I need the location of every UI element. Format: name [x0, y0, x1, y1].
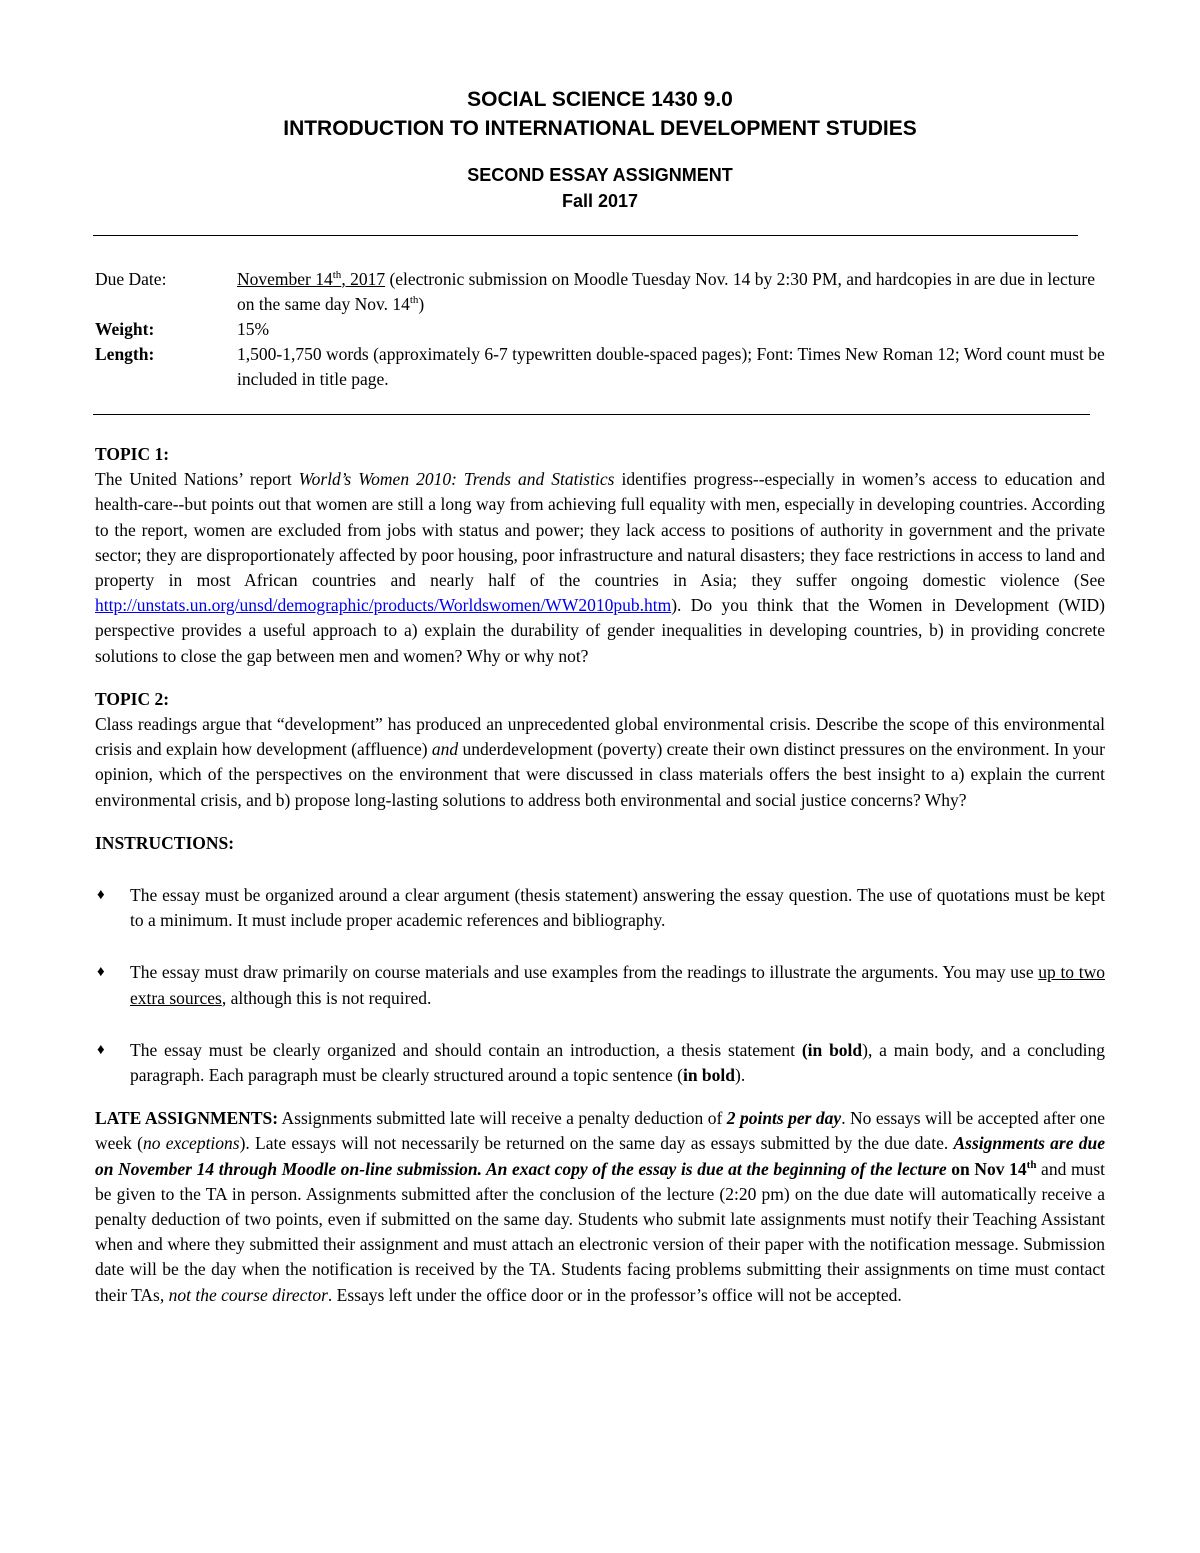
instructions-heading: INSTRUCTIONS:: [95, 832, 235, 853]
instruction-item: ♦ The essay must draw primarily on course materials and use examples from the readings to illustrate the arguments. You may use up to two extra sources, although this is not required.: [97, 962, 1105, 1008]
instruction-item: ♦ The essay must be clearly organized and should contain an introduction, a thesis statement (in bold), a main body, and a concluding paragraph. Each paragraph must be clearly structured around a topic sentence (in bold).: [97, 1039, 1105, 1086]
weight-value: 15%: [237, 319, 270, 339]
length-label: Length:: [95, 344, 155, 364]
late-assignments-heading: LATE ASSIGNMENTS:: [95, 1108, 279, 1129]
assignment-details: [95, 267, 1115, 392]
due-date-label: Due Date:: [95, 269, 167, 289]
diamond-bullet-icon: ♦: [97, 964, 105, 981]
length-row: [95, 342, 1115, 392]
diamond-bullet-icon: ♦: [97, 887, 105, 904]
top-divider: [93, 235, 1078, 236]
due-date-value: November 14th, 2017 (electronic submission on Moodle Tuesday Nov. 14 by 2:30 PM, and hardcopies in are due in lecture on the same day Nov. 14th): [237, 269, 1095, 314]
bottom-divider: [93, 414, 1090, 415]
due-date-underlined: November 14th, 2017: [237, 269, 386, 289]
weight-row: [95, 317, 1115, 342]
topic1-heading: TOPIC 1:: [95, 444, 170, 464]
un-report-link[interactable]: http://unstats.un.org/unsd/demographic/products/Worldswomen/WW2010pub.htm: [95, 595, 672, 616]
length-value: 1,500-1,750 words (approximately 6-7 typewritten double-spaced pages); Font: Times New Roman 12; Word count must be included in title page.: [237, 344, 1105, 389]
topic1-text: The United Nations’ report World’s Women 2010: Trends and Statistics identifies progress--especially in women’s access to education and health-care--but points out that women are still a long way from achieving full equality with men, especially in developing countries. According to the report, women are excluded from jobs with status and power; they lack access to positions of authority in government and the private sector; they are disproportionately affected by poor housing, poor infrastructure and natural disasters; they face restrictions in access to land and property in most African countries and nearly half of the countries in Asia; they suffer ongoing domestic violence (See http://unstats.un.org/unsd/demographic/products/Worldswomen/WW2010pub.htm). Do you think that the Women in Development (WID) perspective provides a useful approach to a) explain the durability of gender inequalities in developing countries, b) in providing concrete solutions to close the gap between men and women? Why or why not?: [95, 469, 1106, 666]
due-date-row: [95, 267, 1115, 317]
assignment-term: Fall 2017: [561, 191, 639, 211]
instruction-item: ♦ The essay must be organized around a clear argument (thesis statement) answering the essay question. The use of quotations must be kept to a minimum. It must include proper academic references and bibliography.: [97, 885, 1105, 931]
diamond-bullet-icon: ♦: [97, 1041, 105, 1058]
course-header: [0, 85, 1200, 143]
document-body: [95, 442, 1105, 1308]
assignment-header: [0, 162, 1200, 214]
topic2-text: Class readings argue that “development” has produced an unprecedented global environmental crisis. Describe the scope of this environmental crisis and explain how development (affluence) and underdevelopment (poverty) create their own distinct pressures on the environment. In your opinion, which of the perspectives on the environment that were discussed in class materials offers the best insight to a) explain the current environmental crisis, and b) propose long-lasting solutions to address both environmental and social justice concerns? Why?: [95, 714, 1105, 810]
assignment-title: SECOND ESSAY ASSIGNMENT: [467, 165, 733, 185]
weight-label: Weight:: [95, 319, 155, 339]
late-assignments-text: LATE ASSIGNMENTS: Assignments submitted late will receive a penalty deduction of 2 points per day. No essays will be accepted after one week (no exceptions). Late essays will not necessarily be returned on the same day as essays submitted by the due date. Assignments are due on November 14 through Moodle on-line submission. An exact copy of the essay is due at the beginning of the lecture on Nov 14th and must be given to the TA in person. Assignments submitted after the conclusion of the lecture (2:20 pm) on the due date will automatically receive a penalty deduction of two points, even if submitted on the same day. Students who submit late assignments must notify their Teaching Assistant when and where they submitted their assignment and must attach an electronic version of their paper with the notification message. Submission date will be the day when the notification is received by the TA. Students facing problems submitting their assignments on time must contact their TAs, not the course director. Essays left under the office door or in the professor’s office will not be accepted.: [95, 1108, 1105, 1305]
course-code: SOCIAL SCIENCE 1430 9.0: [467, 88, 733, 111]
topic2-heading: TOPIC 2:: [95, 688, 170, 709]
course-title: INTRODUCTION TO INTERNATIONAL DEVELOPMENT STUDIES: [283, 117, 917, 140]
